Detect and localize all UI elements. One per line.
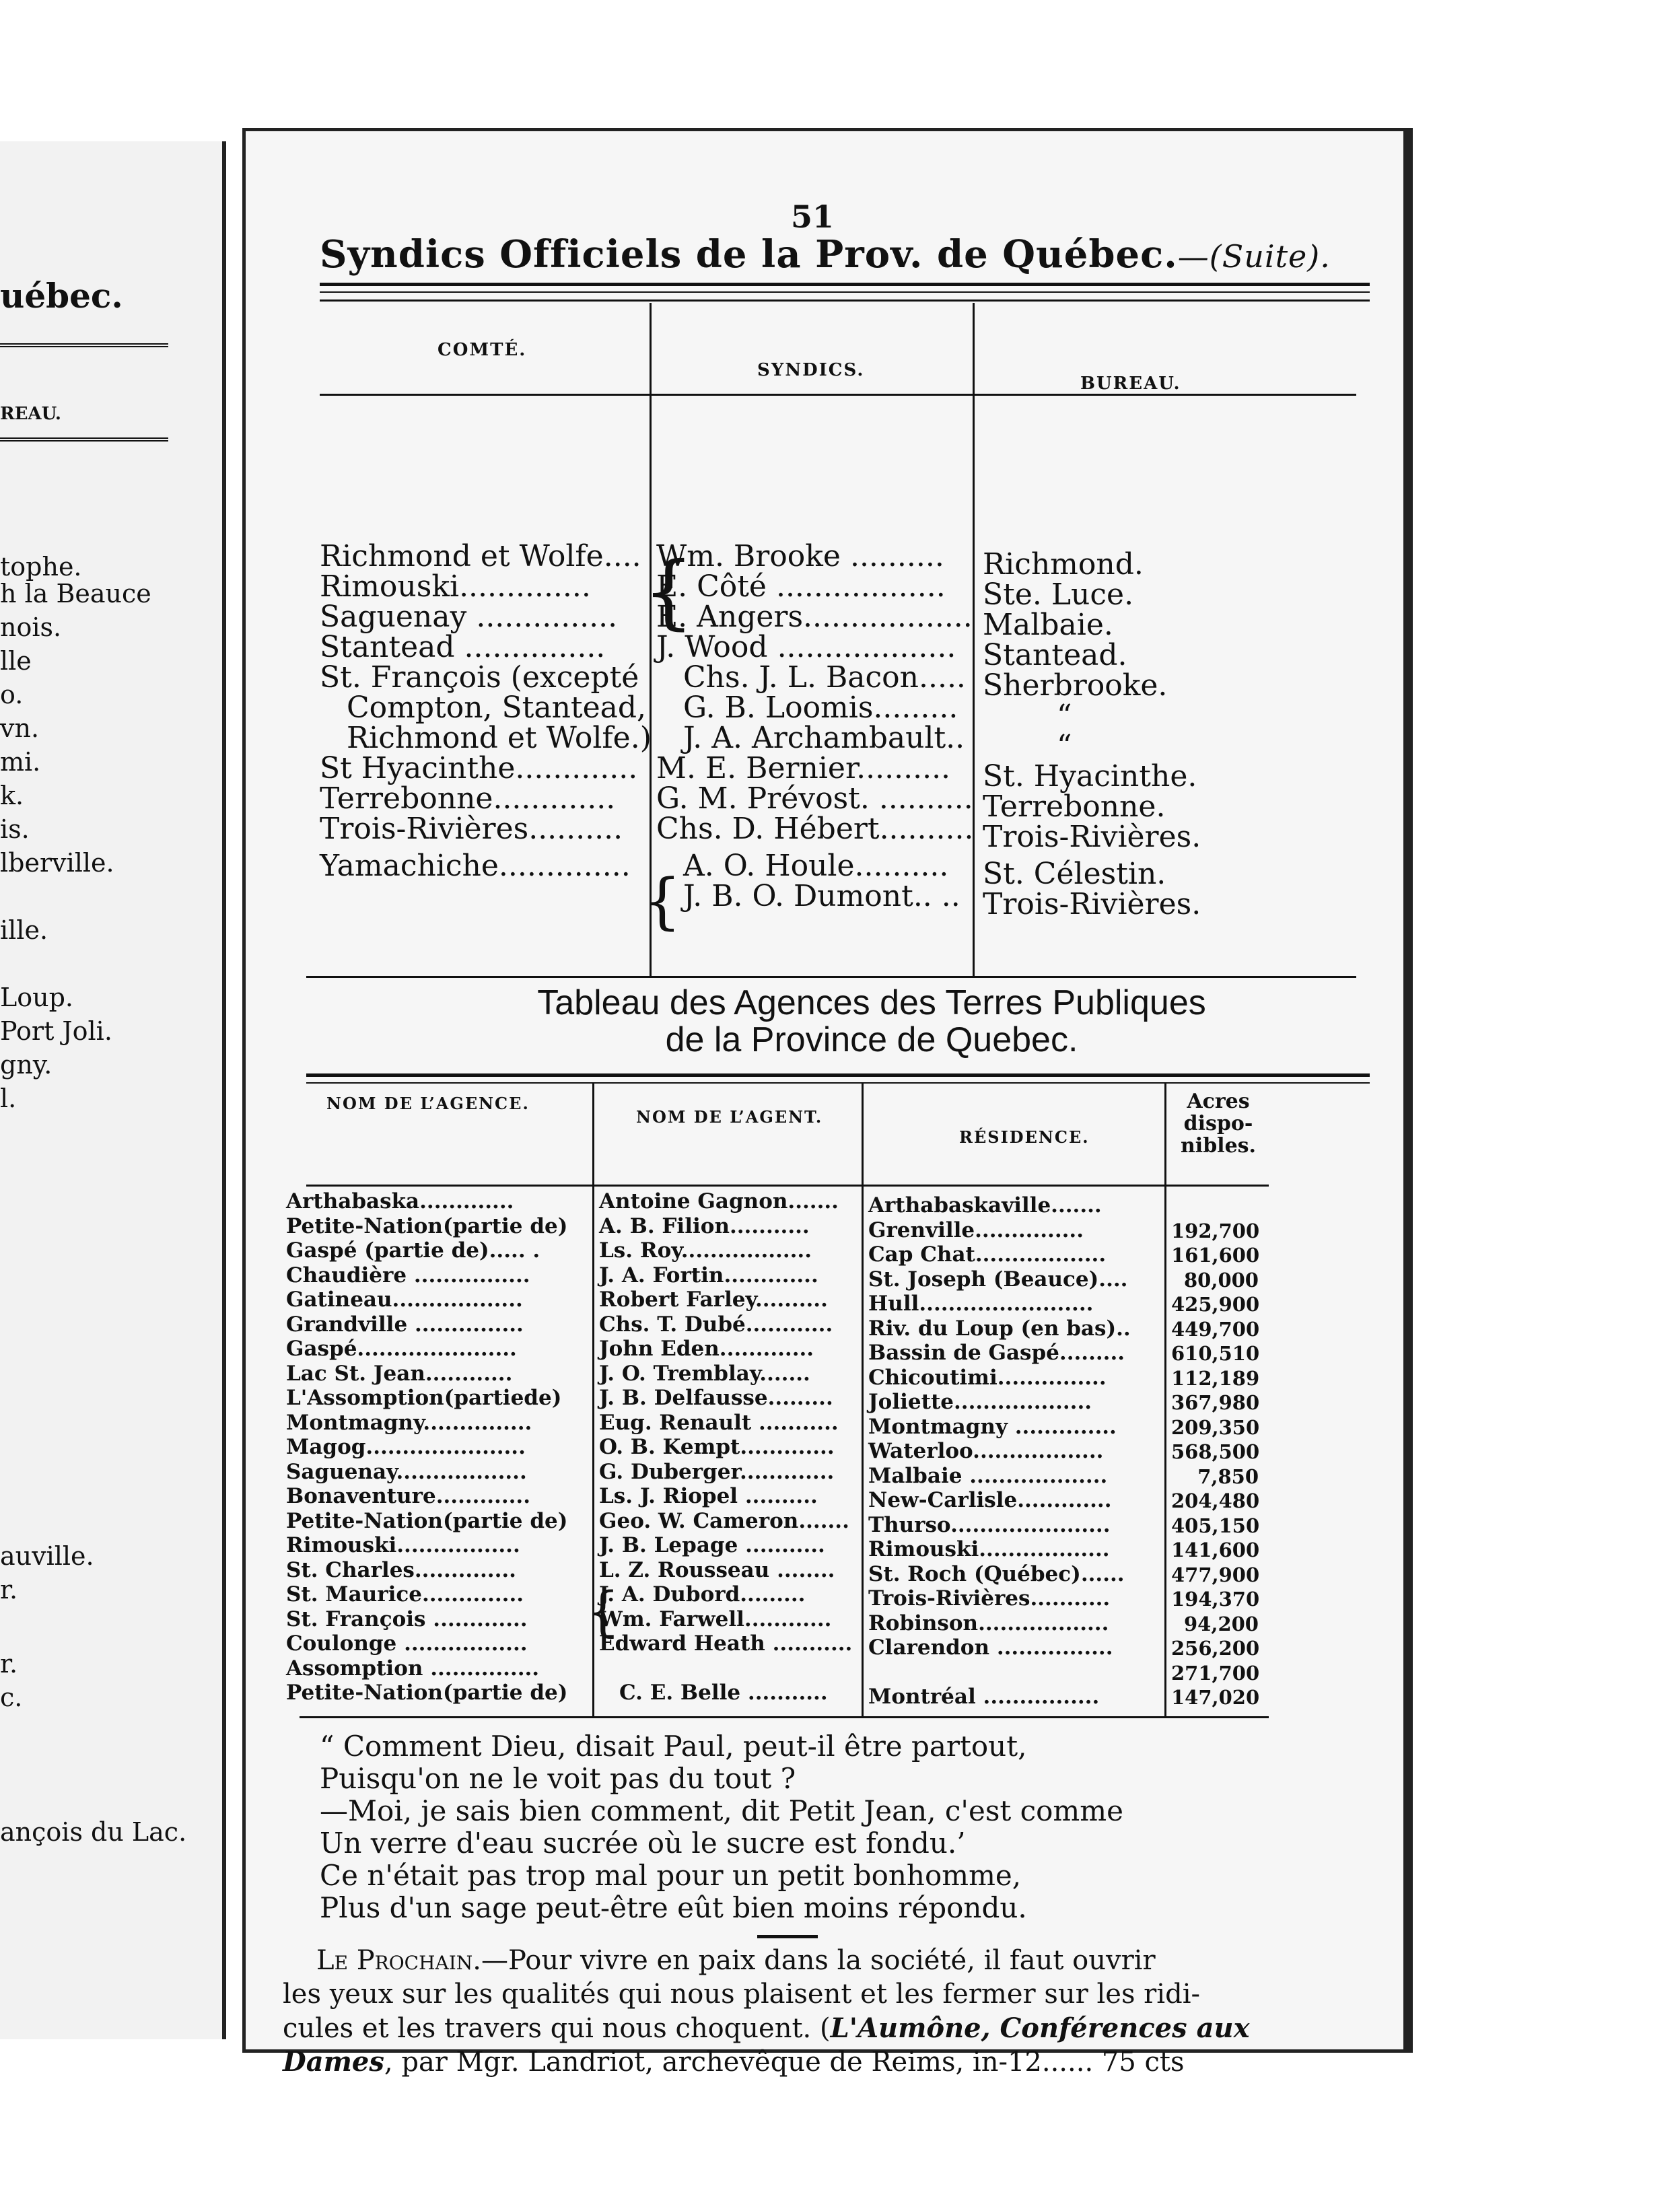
agences-residence-cell: New-Carlisle.............: [868, 1488, 1112, 1512]
agences-acres-cell: 94,200: [1184, 1612, 1259, 1635]
agences-agence-cell: Grandville ...............: [286, 1312, 524, 1337]
agences-agence-cell: Arthabaska.............: [286, 1189, 514, 1213]
agences-agent-cell: Wm. Farwell............: [599, 1607, 832, 1631]
left-divider: [0, 437, 168, 442]
heading-rule-2: [320, 299, 1370, 302]
agences-agence-cell: Rimouski.................: [286, 1533, 520, 1557]
left-page-line: vn.: [0, 713, 40, 743]
left-page-line: auville.: [0, 1541, 94, 1571]
brace-icon: {: [643, 545, 695, 639]
prochain-text-4b: , par Mgr. Landriot, archevêque de Reims, in-12...... 75 cts: [384, 2047, 1185, 2078]
syndics-name-cell: Wm. Brooke ..........: [656, 539, 944, 573]
poem-line: —Moi, je sais bien comment, dit Petit Jean, c'est comme: [320, 1794, 1123, 1827]
syndics-name-cell: J. Wood ...................: [656, 630, 956, 664]
syndics-name-cell: M. E. Bernier..........: [656, 751, 951, 785]
agences-agence-cell: Magog......................: [286, 1435, 526, 1459]
left-page-line: h la Beauce: [0, 579, 151, 608]
agences-acres-cell: 204,480: [1171, 1489, 1260, 1512]
agences-residence-cell: Hull........................: [868, 1292, 1094, 1316]
page-51: [242, 128, 1413, 2078]
header-syndics: SYNDICS.: [757, 360, 865, 380]
agences-agent-cell: Ls. J. Riopel ..........: [599, 1484, 818, 1508]
agences-bottom-rule: [300, 1716, 1269, 1718]
poem-line: Ce n'était pas trop mal pour un petit bonhomme,: [320, 1859, 1022, 1892]
header-acres-line: nibles.: [1180, 1134, 1256, 1158]
header-acres-line: Acres: [1187, 1090, 1250, 1113]
heading-rule: [320, 283, 1370, 293]
header-comte: COMTÉ.: [438, 340, 527, 360]
agences-agence-cell: Petite-Nation(partie de): [286, 1213, 568, 1238]
left-page-line: mi.: [0, 747, 41, 777]
left-page-line: gny.: [0, 1050, 53, 1080]
syndics-comte-cell: Richmond et Wolfe.): [347, 721, 652, 755]
agences-col-divider-3: [1164, 1084, 1166, 1716]
syndics-bureau-cell: “: [1057, 699, 1072, 733]
agences-agence-cell: Petite-Nation(partie de): [286, 1508, 568, 1533]
agences-agent-cell: A. B. Filion...........: [599, 1213, 810, 1238]
prochain-book-title-end: Dames: [283, 2046, 384, 2078]
left-page-line: lle: [0, 646, 32, 676]
agences-acres-cell: 568,500: [1171, 1440, 1260, 1463]
agences-agent-cell: Geo. W. Cameron.......: [599, 1508, 849, 1533]
agences-acres-cell: 449,700: [1171, 1317, 1260, 1341]
agences-agence-cell: L'Assomption(partiede): [286, 1386, 562, 1410]
prochain-book-title: L'Aumône, Conférences aux: [830, 2012, 1250, 2044]
syndics-comte-cell: St Hyacinthe.............: [320, 751, 638, 785]
left-divider: [0, 343, 168, 347]
agences-agence-cell: Assomption ...............: [286, 1656, 540, 1681]
agences-residence-cell: Thurso......................: [868, 1512, 1111, 1537]
syndics-bureau-cell: Malbaie.: [983, 608, 1113, 642]
agences-acres-cell: 256,200: [1171, 1637, 1260, 1660]
agences-residence-cell: Arthabaskaville.......: [868, 1193, 1102, 1218]
syndics-name-cell: G. M. Prévost. ..........: [656, 781, 973, 816]
header-agence: NOM DE L’AGENCE.: [326, 1094, 530, 1113]
left-page-line: c.: [0, 1683, 23, 1712]
agences-acres-cell: 147,020: [1171, 1686, 1260, 1709]
agences-acres-cell: 367,980: [1171, 1391, 1260, 1414]
agences-agent-cell: John Eden.............: [599, 1337, 814, 1361]
syndics-header-rule: [320, 394, 1356, 396]
poem-line: “ Comment Dieu, disait Paul, peut-il être partout,: [320, 1730, 1027, 1763]
agences-agence-cell: Gaspé (partie de)..... .: [286, 1238, 540, 1263]
agences-agent-cell: O. B. Kempt.............: [599, 1435, 835, 1459]
agences-title-line2: de la Province de Quebec.: [665, 1020, 1078, 1059]
agences-title-line1: Tableau des Agences des Terres Publiques: [537, 983, 1206, 1022]
agences-residence-cell: Montmagny ..............: [868, 1414, 1117, 1439]
agences-acres-cell: 161,600: [1171, 1244, 1260, 1267]
left-page-line: nois.: [0, 612, 62, 642]
poem-line: Plus d'un sage peut-être eût bien moins répondu.: [320, 1891, 1027, 1924]
agences-agence-cell: St. François .............: [286, 1607, 528, 1631]
agences-agent-cell: Edward Heath ...........: [599, 1631, 853, 1656]
header-bureau: BUREAU.: [1080, 374, 1181, 394]
syndics-bureau-cell: Sherbrooke.: [983, 668, 1168, 703]
left-page-line: tophe.: [0, 552, 82, 581]
agences-title-rule: [306, 1073, 1370, 1084]
agences-acres-cell: 405,150: [1171, 1514, 1260, 1537]
agences-acres-cell: 7,850: [1197, 1465, 1259, 1488]
agences-agent-cell: J. B. Lepage ...........: [599, 1533, 825, 1557]
syndics-name-cell: G. B. Loomis.........: [683, 691, 958, 725]
brace-icon: {: [643, 866, 682, 937]
prochain-line-2: les yeux sur les qualités qui nous plaisent et les fermer sur les ridi-: [283, 1979, 1201, 2010]
syndics-col-divider-2: [973, 303, 975, 976]
agences-acres-cell: 425,900: [1171, 1293, 1260, 1316]
agences-agence-cell: Petite-Nation(partie de): [286, 1681, 568, 1705]
agences-residence-cell: Robinson..................: [868, 1611, 1109, 1635]
agences-acres-cell: 271,700: [1171, 1661, 1260, 1685]
agences-acres-cell: 209,350: [1171, 1415, 1260, 1439]
poem-line: Un verre d'eau sucrée où le sucre est fondu.’: [320, 1827, 966, 1860]
header-acres: [1175, 1090, 1262, 1157]
syndics-comte-cell: Compton, Stantead,: [347, 691, 647, 725]
agences-acres-cell: 610,510: [1171, 1342, 1260, 1365]
left-page-line: ançois du Lac.: [0, 1817, 187, 1847]
agences-agent-cell: J. A. Dubord.........: [599, 1582, 806, 1607]
syndics-name-cell: Chs. D. Hébert..........: [656, 812, 974, 846]
agences-residence-cell: Bassin de Gaspé.........: [868, 1341, 1125, 1365]
left-page-line: k.: [0, 781, 24, 810]
syndics-bureau-cell: Ste. Luce.: [983, 577, 1134, 612]
agences-agence-cell: St. Maurice..............: [286, 1582, 524, 1607]
agences-agent-cell: Antoine Gagnon.......: [599, 1189, 839, 1213]
left-page-line: l.: [0, 1084, 17, 1113]
agences-residence-cell: Waterloo..................: [868, 1439, 1104, 1463]
agences-residence-cell: Rimouski..................: [868, 1537, 1110, 1561]
left-page-title: uébec.: [0, 276, 123, 316]
agences-residence-cell: St. Joseph (Beauce)....: [868, 1267, 1128, 1292]
left-page-line: o.: [0, 680, 24, 709]
agences-agent-cell: Ls. Roy..................: [599, 1238, 812, 1263]
left-page-line: ille.: [0, 915, 48, 945]
prochain-line-1: [283, 1945, 1286, 1976]
agences-residence-cell: Malbaie ...................: [868, 1463, 1108, 1488]
agences-agence-cell: Saguenay..................: [286, 1459, 527, 1484]
heading-text: Syndics Officiels de la Prov. de Québec.: [320, 232, 1178, 277]
agences-acres-cell: 192,700: [1171, 1219, 1260, 1242]
header-residence: RÉSIDENCE.: [959, 1127, 1090, 1147]
syndics-comte-cell: Saguenay ...............: [320, 600, 618, 634]
left-column-header: REAU.: [0, 404, 61, 424]
left-page-fragment: [0, 141, 226, 2039]
agences-acres-cell: 80,000: [1184, 1268, 1259, 1292]
prochain-text-3a: cules et les travers qui nous choquent. (: [283, 2013, 831, 2044]
agences-agence-cell: Coulonge .................: [286, 1631, 528, 1656]
header-agent: NOM DE L’AGENT.: [636, 1107, 823, 1127]
syndics-comte-cell: Yamachiche..............: [320, 849, 631, 883]
header-acres-line: dispo-: [1183, 1112, 1253, 1135]
agences-residence-cell: Clarendon ................: [868, 1635, 1113, 1660]
syndics-name-cell: E. Côté ..................: [656, 569, 946, 604]
agences-agent-cell: J. O. Tremblay.......: [599, 1361, 810, 1386]
left-page-line: r.: [0, 1649, 18, 1679]
agences-residence-cell: Grenville...............: [868, 1218, 1084, 1242]
syndics-name-cell: J. B. O. Dumont.. ..: [683, 879, 960, 913]
agences-agence-cell: Lac St. Jean............: [286, 1361, 513, 1386]
agences-residence-cell: Riv. du Loup (en bas)..: [868, 1316, 1131, 1341]
syndics-name-cell: J. A. Archambault..: [683, 721, 965, 755]
syndics-name-cell: Chs. J. L. Bacon.....: [683, 660, 966, 695]
prochain-label: Le Prochain.: [316, 1945, 482, 1976]
heading-suite: —(Suite).: [1177, 238, 1331, 275]
syndics-bureau-cell: Trois-Rivières.: [983, 887, 1201, 921]
syndics-name-cell: E. Angers..................: [656, 600, 973, 634]
syndics-name-cell: A. O. Houle..........: [683, 849, 949, 883]
agences-header-rule: [306, 1185, 1269, 1187]
agences-agence-cell: Gatineau..................: [286, 1288, 523, 1312]
agences-residence-cell: Joliette...................: [868, 1390, 1092, 1414]
syndics-bureau-cell: Stantead.: [983, 638, 1127, 672]
agences-acres-cell: 112,189: [1171, 1366, 1260, 1390]
syndics-bottom-rule: [306, 976, 1356, 978]
agences-residence-cell: St. Roch (Québec)......: [868, 1561, 1125, 1586]
agences-agence-cell: St. Charles..............: [286, 1557, 516, 1582]
brace-icon: {: [586, 1580, 620, 1643]
syndics-bureau-cell: “: [1057, 729, 1072, 763]
agences-agent-cell: L. Z. Rousseau ........: [599, 1557, 835, 1582]
agences-residence-cell: Montréal ................: [868, 1685, 1100, 1709]
agences-acres-cell: 141,600: [1171, 1539, 1260, 1561]
syndics-comte-cell: Rimouski..............: [320, 569, 591, 604]
agences-agent-cell: J. A. Fortin.............: [599, 1263, 818, 1288]
page-heading: [320, 232, 1331, 277]
syndics-comte-cell: Terrebonne.............: [320, 781, 616, 816]
agences-agence-cell: Chaudière ................: [286, 1263, 530, 1288]
syndics-bureau-cell: St. Hyacinthe.: [983, 759, 1197, 794]
agences-agent-cell: C. E. Belle ...........: [619, 1681, 828, 1705]
left-page-line: Loup.: [0, 983, 73, 1012]
agences-agent-cell: Robert Farley..........: [599, 1288, 828, 1312]
syndics-bureau-cell: Trois-Rivières.: [983, 820, 1201, 854]
agences-residence-cell: Trois-Rivières...........: [868, 1586, 1111, 1611]
syndics-comte-cell: Stantead ...............: [320, 630, 606, 664]
agences-agence-cell: Montmagny...............: [286, 1410, 532, 1435]
agences-agence-cell: Gaspé......................: [286, 1337, 517, 1361]
syndics-bureau-cell: St. Célestin.: [983, 857, 1166, 891]
agences-residence-cell: Cap Chat..................: [868, 1242, 1107, 1267]
syndics-bureau-cell: Richmond.: [983, 547, 1144, 581]
left-page-line: lberville.: [0, 848, 114, 878]
separator-rule: [757, 1935, 818, 1938]
agences-agence-cell: Bonaventure.............: [286, 1484, 530, 1508]
agences-acres-cell: 194,370: [1171, 1588, 1260, 1611]
prochain-line-4: [283, 2046, 1286, 2078]
prochain-line-3: [283, 2012, 1286, 2044]
agences-residence-cell: Chicoutimi...............: [868, 1365, 1107, 1390]
left-page-line: is.: [0, 814, 30, 844]
agences-agent-cell: Chs. T. Dubé............: [599, 1312, 833, 1337]
syndics-comte-cell: Trois-Rivières..........: [320, 812, 623, 846]
agences-agent-cell: J. B. Delfausse.........: [599, 1386, 833, 1410]
syndics-comte-cell: St. François (excepté: [320, 660, 639, 695]
agences-col-divider-2: [862, 1084, 864, 1716]
prochain-text-1: —Pour vivre en paix dans la société, il faut ouvrir: [481, 1945, 1156, 1976]
left-page-line: r.: [0, 1575, 18, 1605]
left-page-line: Port Joli.: [0, 1016, 112, 1046]
page-number: 51: [791, 199, 835, 235]
agences-agent-cell: G. Duberger.............: [599, 1459, 835, 1484]
agences-agent-cell: Eug. Renault ...........: [599, 1410, 839, 1435]
syndics-bureau-cell: Terrebonne.: [983, 789, 1166, 824]
agences-acres-cell: 477,900: [1171, 1563, 1260, 1586]
syndics-comte-cell: Richmond et Wolfe....: [320, 539, 641, 573]
poem-line: Puisqu'on ne le voit pas du tout ?: [320, 1762, 796, 1795]
